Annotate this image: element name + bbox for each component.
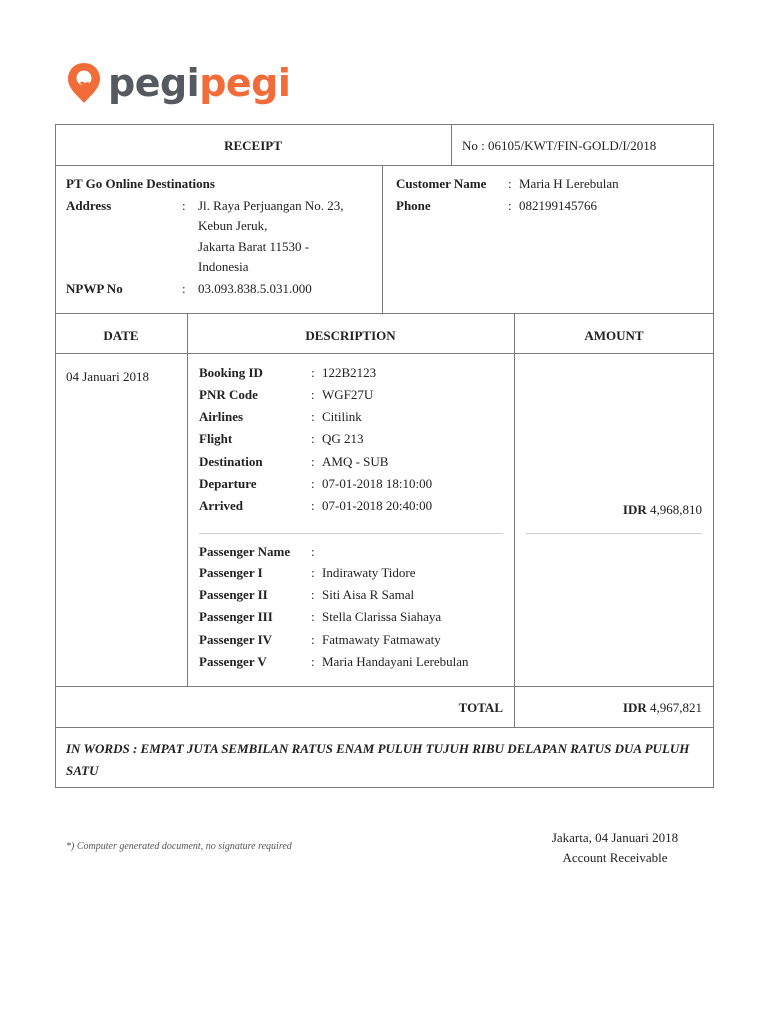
amount-in-words: IN WORDS : EMPAT JUTA SEMBILAN RATUS ENAM PULUH TUJUH RIBU DELAPAN RATUS DUA PULUH SATU bbox=[66, 741, 690, 778]
detail-value: Citilink bbox=[322, 409, 362, 424]
receipt-title: RECEIPT bbox=[224, 138, 282, 153]
date-header: DATE bbox=[103, 328, 139, 343]
total-value: 4,967,821 bbox=[650, 700, 702, 715]
detail-value: 07-01-2018 20:40:00 bbox=[322, 498, 433, 513]
computer-generated-note: *) Computer generated document, no signature required bbox=[66, 841, 292, 852]
passenger-name: Indirawaty Tidore bbox=[322, 565, 416, 580]
total-currency: IDR bbox=[622, 700, 647, 715]
passenger-name: Stella Clarissa Siahaya bbox=[322, 609, 442, 624]
colon: : bbox=[311, 544, 315, 559]
colon: : bbox=[508, 198, 512, 213]
colon: : bbox=[311, 565, 315, 580]
colon: : bbox=[311, 654, 315, 669]
logo-text-part1: pegi bbox=[108, 61, 200, 105]
detail-label: Destination bbox=[199, 454, 263, 469]
place-date: Jakarta, 04 Januari 2018 bbox=[551, 830, 679, 845]
phone-label: Phone bbox=[396, 198, 431, 213]
passenger-name-header: Passenger Name bbox=[199, 544, 291, 559]
colon: : bbox=[311, 476, 315, 491]
address-line: Jl. Raya Perjuangan No. 23, bbox=[198, 198, 344, 213]
signatory-role: Account Receivable bbox=[562, 850, 668, 865]
address-line: Jakarta Barat 11530 - bbox=[198, 239, 310, 254]
passenger-name: Fatmawaty Fatmawaty bbox=[322, 632, 441, 647]
divider bbox=[55, 686, 714, 687]
description-header: DESCRIPTION bbox=[305, 328, 396, 343]
divider bbox=[382, 165, 383, 314]
separator bbox=[526, 533, 702, 534]
company-name: PT Go Online Destinations bbox=[66, 176, 215, 191]
total-amount bbox=[600, 700, 702, 716]
colon: : bbox=[508, 176, 512, 191]
logo-text-part2: pegi bbox=[199, 61, 291, 105]
customer-name-value: Maria H Lerebulan bbox=[519, 176, 619, 191]
customer-name-label: Customer Name bbox=[396, 176, 487, 191]
address-line: Kebun Jeruk, bbox=[198, 218, 268, 233]
detail-value: QG 213 bbox=[322, 431, 364, 446]
passenger-name: Siti Aisa R Samal bbox=[322, 587, 415, 602]
colon: : bbox=[311, 587, 315, 602]
detail-value: AMQ - SUB bbox=[322, 454, 389, 469]
divider bbox=[187, 313, 188, 686]
npwp-label: NPWP No bbox=[66, 281, 123, 296]
colon: : bbox=[311, 609, 315, 624]
phone-value: 082199145766 bbox=[519, 198, 597, 213]
amount-currency: IDR bbox=[622, 502, 647, 517]
detail-value: 07-01-2018 18:10:00 bbox=[322, 476, 433, 491]
passenger-label: Passenger V bbox=[199, 654, 267, 669]
receipt-number: No : 06105/KWT/FIN-GOLD/I/2018 bbox=[462, 138, 657, 153]
passenger-name: Maria Handayani Lerebulan bbox=[322, 654, 469, 669]
colon: : bbox=[311, 454, 315, 469]
divider bbox=[451, 124, 452, 166]
pegipegi-logo bbox=[66, 58, 290, 108]
address-line: Indonesia bbox=[198, 259, 249, 274]
item-amount bbox=[600, 502, 702, 518]
detail-value: 122B2123 bbox=[322, 365, 377, 380]
amount-value: 4,968,810 bbox=[650, 502, 702, 517]
npwp-value: 03.093.838.5.031.000 bbox=[198, 281, 312, 296]
colon: : bbox=[311, 387, 315, 402]
detail-value: WGF27U bbox=[322, 387, 374, 402]
colon: : bbox=[311, 632, 315, 647]
detail-label: Booking ID bbox=[199, 365, 263, 380]
total-label: TOTAL bbox=[458, 700, 503, 715]
divider bbox=[514, 313, 515, 728]
colon: : bbox=[311, 409, 315, 424]
divider bbox=[55, 165, 714, 166]
colon: : bbox=[311, 431, 315, 446]
divider bbox=[55, 353, 714, 354]
separator bbox=[199, 533, 503, 534]
location-pin-logo-icon bbox=[66, 61, 102, 105]
colon: : bbox=[182, 281, 186, 296]
logo-wordmark bbox=[108, 61, 291, 105]
colon: : bbox=[182, 198, 186, 213]
detail-label: PNR Code bbox=[199, 387, 258, 402]
passenger-label: Passenger III bbox=[199, 609, 273, 624]
detail-label: Flight bbox=[199, 431, 233, 446]
passenger-label: Passenger II bbox=[199, 587, 268, 602]
passenger-label: Passenger I bbox=[199, 565, 263, 580]
colon: : bbox=[311, 498, 315, 513]
colon: : bbox=[311, 365, 315, 380]
detail-label: Arrived bbox=[199, 498, 244, 513]
passenger-label: Passenger IV bbox=[199, 632, 273, 647]
detail-label: Airlines bbox=[199, 409, 244, 424]
item-date: 04 Januari 2018 bbox=[66, 369, 150, 384]
address-label: Address bbox=[66, 198, 112, 213]
amount-header: AMOUNT bbox=[584, 328, 644, 343]
detail-label: Departure bbox=[199, 476, 257, 491]
